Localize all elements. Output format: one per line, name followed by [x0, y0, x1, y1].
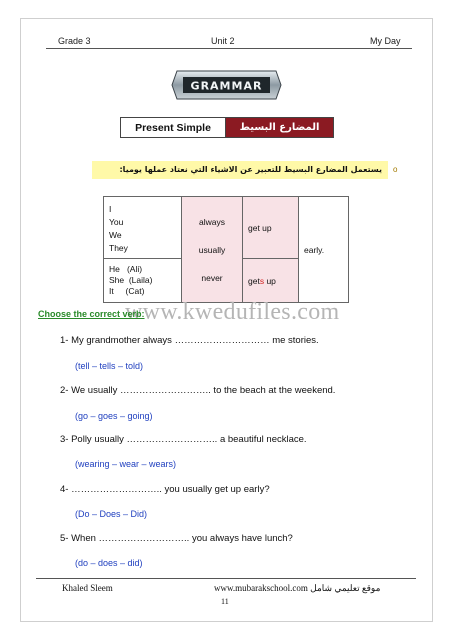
page-number: 11 [221, 597, 229, 606]
subject: She (Laila) [109, 275, 153, 285]
rule-text: يستعمل المضارع البسيط للتعبير عن الاشياء التي نعتاد عملها يوميا: [92, 161, 388, 179]
subject: You [109, 217, 124, 227]
options-1: (tell – tells – told) [75, 361, 144, 371]
subjects-singular [104, 259, 182, 303]
verb-s-ending: s [259, 275, 265, 286]
header-grade: Grade 3 [58, 36, 91, 46]
header-unit: Unit 2 [211, 36, 235, 46]
question-3: 3- Polly usually ……………………….. a beautiful necklace. [60, 434, 307, 445]
watermark: www.kwedufiles.com [125, 299, 340, 325]
footer-divider [36, 578, 416, 579]
adverb: always [199, 216, 225, 227]
verb-stem: get [248, 275, 260, 286]
grammar-logo [171, 69, 282, 101]
question-2: 2- We usually ……………………….. to the beach at the weekend. [60, 385, 336, 396]
verb-particle: up [264, 275, 276, 286]
header-divider [46, 48, 412, 49]
adverb: usually [198, 244, 226, 255]
title-banner [120, 117, 334, 138]
question-5: 5- When ……………………….. you always have lunch? [60, 533, 293, 544]
header-topic: My Day [370, 36, 401, 46]
footer-author: Khaled Sleem [62, 583, 113, 593]
title-arabic: المضارع البسيط [239, 122, 320, 133]
subjects-plural [104, 197, 182, 259]
title-english: Present Simple [121, 118, 226, 137]
options-3: (wearing – wear – wears) [75, 459, 177, 469]
question-4: 4- ……………………….. you usually get up early? [60, 484, 270, 495]
subject: I [109, 204, 112, 214]
adverb: never [201, 272, 223, 283]
options-5: (do – does – did) [75, 558, 143, 568]
verb-with-s [243, 259, 299, 303]
subject: They [109, 243, 128, 253]
grammar-table [103, 196, 349, 303]
time-expression: early. [299, 197, 349, 303]
verb-base: get up [243, 197, 299, 259]
frequency-adverbs [182, 197, 243, 303]
logo-text: GRAMMAR [190, 79, 263, 93]
options-2: (go – goes – going) [75, 411, 153, 421]
subject: It (Cat) [109, 286, 145, 296]
subject: He (Ali) [109, 264, 143, 274]
rule-bullet: o [393, 165, 398, 174]
question-1: 1- My grandmother always ………………………… me stories. [60, 335, 319, 346]
subject: We [109, 230, 122, 240]
instruction: Choose the correct verb: [38, 309, 145, 319]
options-4: (Do – Does – Did) [75, 509, 148, 519]
footer-site: www.mubarakschool.com موقع تعليمي شامل [214, 583, 381, 593]
